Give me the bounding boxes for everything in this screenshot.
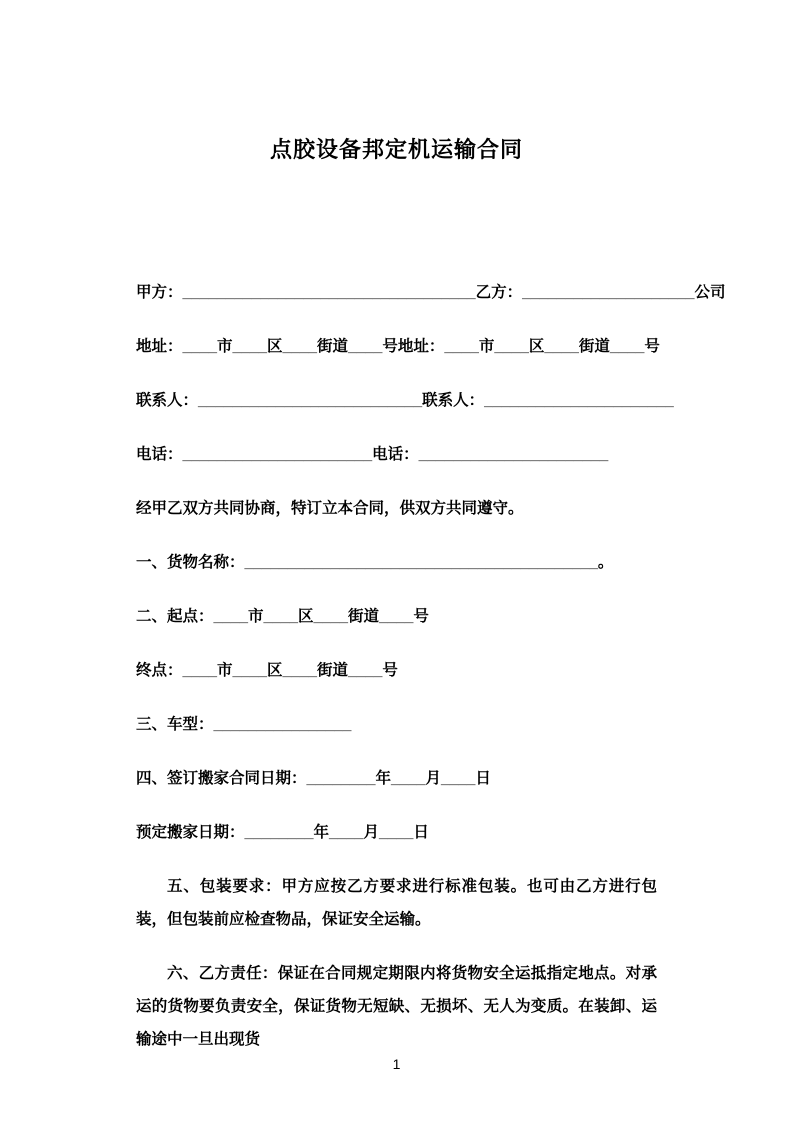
- preamble-line: 经甲乙双方共同协商，特订立本合同，供双方共同遵守。: [136, 500, 524, 517]
- clause-contract-date: 四、签订搬家合同日期：________年____月____日: [136, 770, 491, 787]
- clause-packaging: 五、包装要求：甲方应按乙方要求进行标准包装。也可由乙方进行包装，但包装前应检查物品，保证安全运输。: [136, 878, 657, 928]
- address-line: 地址：____市____区____街道____号地址：____市____区____街道____号: [136, 338, 660, 355]
- clause-partyb-liability: 六、乙方责任：保证在合同规定期限内将货物安全运抵指定地点。对承运的货物要负责安全，保证货物无短缺、无损坏、无人为变质。在装卸、运输途中一旦出现货: [136, 965, 657, 1048]
- clause-goods-name: 一、货物名称：_________________________________________。: [136, 554, 614, 571]
- document-title: 点胶设备邦定机运输合同: [269, 137, 523, 162]
- page-number: 1: [392, 1056, 401, 1072]
- party-names-line: 甲方：__________________________________乙方：____________________公司: [136, 284, 726, 301]
- phone-line: 电话：______________________电话：______________________: [136, 446, 609, 463]
- clause-vehicle-type: 三、车型：________________: [136, 716, 352, 733]
- end-point-line: 终点：____市____区____街道____号: [136, 662, 398, 679]
- clause-start-point: 二、起点：____市____区____街道____号: [136, 608, 429, 625]
- contact-person-line: 联系人：__________________________联系人：______________________: [136, 392, 674, 409]
- moving-date-line: 预定搬家日期：________年____月____日: [136, 824, 429, 841]
